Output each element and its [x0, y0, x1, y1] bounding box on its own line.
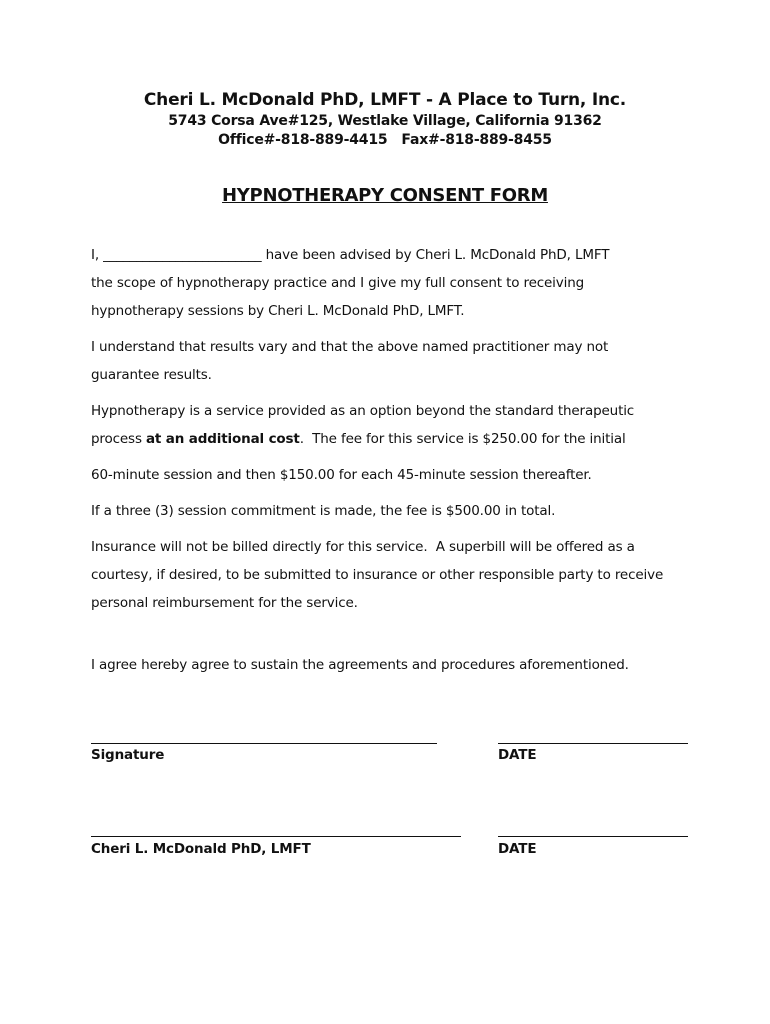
results-line-1: I understand that results vary and that the above named practitioner may not: [91, 339, 609, 355]
insurance-line-3: personal reimbursement for the service.: [91, 595, 358, 611]
fees-continued-paragraph: [91, 461, 701, 489]
practitioner-date-line[interactable]: [498, 836, 688, 837]
insurance-line-2: courtesy, if desired, to be submitted to insurance or other responsible party to receive: [91, 567, 664, 583]
practice-name: Cheri L. McDonald PhD, LMFT - A Place to Turn, Inc.: [143, 90, 627, 110]
fees-line-2: [91, 425, 701, 453]
consent-line-3: hypnotherapy sessions by Cheri L. McDonald PhD, LMFT.: [91, 303, 465, 319]
fees-line-2-start: process: [91, 431, 146, 447]
consent-line-2: the scope of hypnotherapy practice and I give my full consent to receiving: [91, 275, 585, 291]
client-signature-label: Signature: [91, 747, 165, 763]
consent-paragraph: [91, 241, 701, 325]
practitioner-date-label: DATE: [498, 841, 537, 857]
commitment-line-1: If a three (3) session commitment is made, the fee is $500.00 in total.: [91, 503, 556, 519]
practice-phone-fax: Office#-818-889-4415 Fax#-818-889-8455: [218, 132, 552, 148]
insurance-paragraph: [91, 533, 701, 617]
fees-line-2-end: . The fee for this service is $250.00 for the initial: [299, 431, 626, 447]
practice-address: 5743 Corsa Ave#125, Westlake Village, California 91362: [168, 113, 602, 129]
agreement-line: I agree hereby agree to sustain the agreements and procedures aforementioned.: [91, 657, 629, 673]
additional-cost-emphasis: at an additional cost: [145, 431, 300, 447]
insurance-line-1: Insurance will not be billed directly for this service. A superbill will be offered as a: [91, 539, 635, 555]
client-date-label: DATE: [498, 747, 537, 763]
fees-line-1: Hypnotherapy is a service provided as an option beyond the standard therapeutic: [91, 403, 635, 419]
form-title: HYPNOTHERAPY CONSENT FORM: [222, 185, 548, 206]
fees-line-3: 60-minute session and then $150.00 for each 45-minute session thereafter.: [91, 467, 592, 483]
client-signature-line[interactable]: [91, 743, 437, 744]
results-paragraph: [91, 333, 701, 389]
fees-paragraph: [91, 397, 701, 453]
client-date-line[interactable]: [498, 743, 688, 744]
results-line-2: guarantee results.: [91, 367, 212, 383]
practitioner-signature-line[interactable]: [91, 836, 461, 837]
agreement-paragraph: [91, 651, 701, 679]
commitment-paragraph: [91, 497, 701, 525]
consent-line-1: I, ________________________ have been advised by Cheri L. McDonald PhD, LMFT: [91, 247, 610, 263]
practitioner-signature-label: Cheri L. McDonald PhD, LMFT: [91, 841, 311, 857]
